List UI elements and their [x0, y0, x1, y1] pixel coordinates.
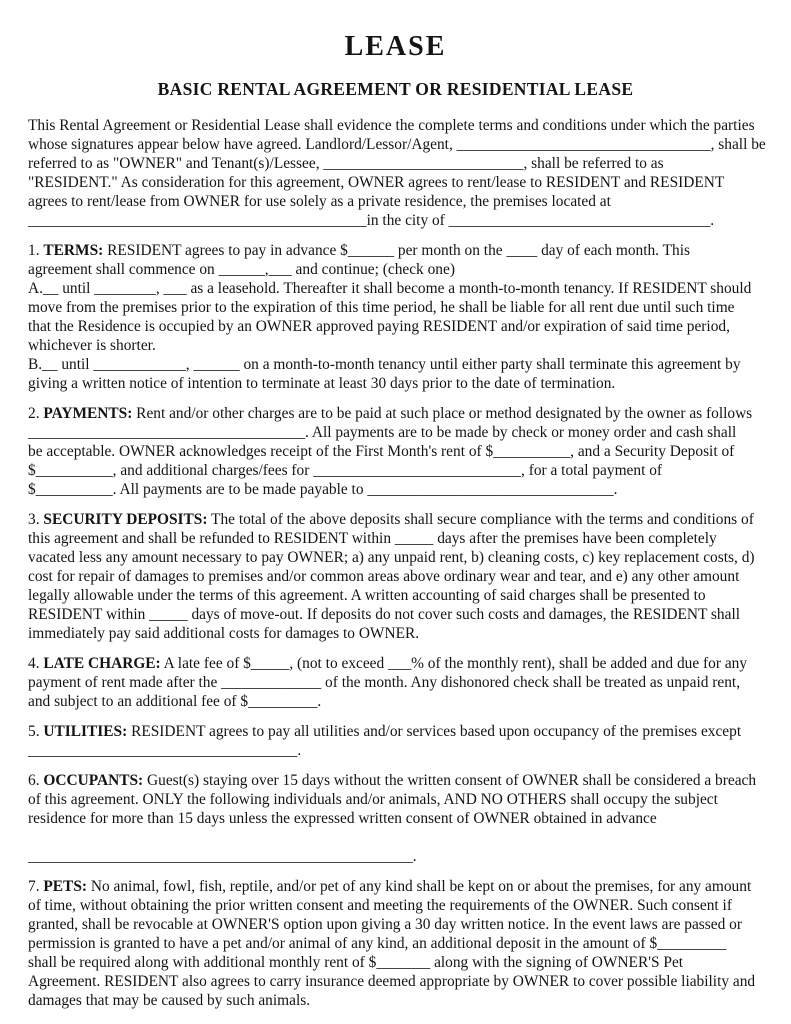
- section-terms-line-8: giving a written notice of intention to terminate at least 30 days prior to the date of termination.: [28, 375, 616, 393]
- section-payments: [28, 404, 763, 499]
- section-payments-label: PAYMENTS:: [43, 405, 133, 423]
- section-pets-line-2: of time, without obtaining the prior written consent and meeting the requirements of the OWNER. Such consent if: [28, 897, 732, 915]
- section-terms: [28, 241, 763, 393]
- section-pets-line-5: shall be required along with additional monthly rent of $_______ along with the signing of OWNER'S Pet: [28, 954, 684, 972]
- section-utilities-number: 5.: [28, 723, 44, 741]
- section-payments-line-5: $__________. All payments are to be made payable to ________________________________.: [28, 481, 618, 499]
- section-late-charge-number: 4.: [28, 655, 44, 673]
- intro-paragraph-line-6: ____________________________________________in the city of __________________________________.: [28, 212, 715, 230]
- section-security-deposits-line-3: vacated less any amount necessary to pay OWNER; a) any unpaid rent, b) cleaning costs, c) key replacement costs, d): [28, 549, 755, 567]
- section-occupants-line-5: __________________________________________________.: [28, 848, 417, 866]
- section-pets-line-4: permission is granted to have a pet and/or animal of any kind, an additional deposit in the amount of $_________: [28, 935, 727, 953]
- intro-paragraph-line-3: referred to as "OWNER" and Tenant(s)/Lessee, __________________________, shall be referred to as: [28, 155, 664, 173]
- section-terms-line-2: agreement shall commence on ______,___ and continue; (check one): [28, 261, 455, 279]
- section-security-deposits-label: SECURITY DEPOSITS:: [43, 511, 208, 529]
- intro-paragraph-line-4: "RESIDENT." As consideration for this agreement, OWNER agrees to rent/lease to RESIDENT and RESIDENT: [28, 174, 725, 192]
- section-late-charge-label: LATE CHARGE:: [43, 655, 161, 673]
- section-pets-number: 7.: [28, 878, 44, 896]
- section-pets-line-6: Agreement. RESIDENT also agrees to carry insurance deemed appropriate by OWNER to cover possible liability and: [28, 973, 756, 991]
- section-occupants-line-1: 6. OCCUPANTS: Guest(s) staying over 15 days without the written consent of OWNER shall be considered a breach: [28, 772, 757, 790]
- section-occupants-line-2: of this agreement. ONLY the following individuals and/or animals, AND NO OTHERS shall occupy the subject: [28, 791, 718, 809]
- section-utilities-label: UTILITIES:: [43, 723, 128, 741]
- section-security-deposits-line-4: cost for repair of damages to premises and/or common areas above ordinary wear and tear, and e) any other amount: [28, 568, 740, 586]
- section-utilities-line-2: ___________________________________.: [28, 742, 302, 760]
- section-late-charge-line-1: 4. LATE CHARGE: A late fee of $_____, (not to exceed ___% of the monthly rent), shall be added and due for any: [28, 655, 748, 673]
- intro-paragraph-line-1: This Rental Agreement or Residential Lease shall evidence the complete terms and conditions under which the parties: [28, 117, 755, 135]
- document-title: LEASE: [344, 31, 447, 62]
- section-pets-label: PETS:: [43, 878, 88, 896]
- section-security-deposits-line-5: legally allowable under the terms of this agreement. A written accounting of said charges shall be presented to: [28, 587, 706, 605]
- section-late-charge-line-2: payment of rent made after the _____________ of the month. Any dishonored check shall be treated as unpaid rent,: [28, 674, 741, 692]
- section-pets-line-1: 7. PETS: No animal, fowl, fish, reptile, and/or pet of any kind shall be kept on or about the premises, for any amount: [28, 878, 752, 896]
- section-security-deposits-line-6: RESIDENT within _____ days of move-out. If deposits do not cover such costs and damages, the RESIDENT shall: [28, 606, 741, 624]
- intro-paragraph: [28, 116, 766, 230]
- section-pets-line-3: granted, shall be revocable at OWNER'S option upon giving a 30 day written notice. In the event laws are passed or: [28, 916, 742, 934]
- section-terms-line-7: B.__ until ____________, ______ on a month-to-month tenancy until either party shall terminate this agreement by: [28, 356, 741, 374]
- section-payments-line-2: ____________________________________. All payments are to be made by check or money order and cash shall: [28, 424, 737, 442]
- section-security-deposits-number: 3.: [28, 511, 44, 529]
- section-terms-line-1: 1. TERMS: RESIDENT agrees to pay in advance $______ per month on the ____ day of each month. This: [28, 242, 690, 260]
- section-security-deposits-line-1: 3. SECURITY DEPOSITS: The total of the above deposits shall secure compliance with the terms and conditions of: [28, 511, 754, 529]
- section-occupants-line-4: [28, 828, 763, 847]
- section-pets-line-7: damages that may be caused by such animals.: [28, 992, 311, 1010]
- section-terms-line-6: whichever is shorter.: [28, 337, 156, 355]
- section-occupants-number: 6.: [28, 772, 44, 790]
- section-payments-line-4: $__________, and additional charges/fees for ___________________________, for a total payment of: [28, 462, 663, 480]
- section-utilities-line-1: 5. UTILITIES: RESIDENT agrees to pay all utilities and/or services based upon occupancy of the premises except: [28, 723, 742, 741]
- section-pets: [28, 877, 763, 1010]
- section-utilities: [28, 722, 763, 760]
- section-security-deposits: [28, 510, 763, 643]
- section-payments-line-3: be acceptable. OWNER acknowledges receipt of the First Month's rent of $__________, and a Security Deposit of: [28, 443, 735, 461]
- section-occupants: [28, 771, 763, 866]
- section-payments-line-1: 2. PAYMENTS: Rent and/or other charges are to be paid at such place or method designated by the owner as follows: [28, 405, 753, 423]
- section-occupants-label: OCCUPANTS:: [43, 772, 144, 790]
- section-security-deposits-line-7: immediately pay said additional costs for damages to OWNER.: [28, 625, 420, 643]
- section-terms-line-5: that the Residence is occupied by an OWNER approved paying RESIDENT and/or expiration of said time period,: [28, 318, 730, 336]
- intro-paragraph-line-2: whose signatures appear below have agreed. Landlord/Lessor/Agent, _________________________________, shall be: [28, 136, 766, 154]
- section-occupants-line-3: residence for more than 15 days unless the expressed written consent of OWNER obtained in advance: [28, 810, 657, 828]
- section-terms-number: 1.: [28, 242, 44, 260]
- document-subtitle: BASIC RENTAL AGREEMENT OR RESIDENTIAL LEASE: [157, 79, 634, 99]
- section-payments-number: 2.: [28, 405, 44, 423]
- section-terms-line-3: A.__ until ________, ___ as a leasehold. Thereafter it shall become a month-to-month tenancy. If RESIDENT should: [28, 280, 752, 298]
- section-late-charge: [28, 654, 763, 711]
- section-terms-label: TERMS:: [43, 242, 104, 260]
- section-security-deposits-line-2: this agreement and shall be refunded to RESIDENT within _____ days after the premises have been completely: [28, 530, 717, 548]
- document-body: [28, 116, 766, 1010]
- section-late-charge-line-3: and subject to an additional fee of $_________.: [28, 693, 322, 711]
- intro-paragraph-line-5: agrees to rent/lease from OWNER for use solely as a private residence, the premises located at: [28, 193, 611, 211]
- section-terms-line-4: move from the premises prior to the expiration of this time period, he shall be liable for all rent due until such time: [28, 299, 735, 317]
